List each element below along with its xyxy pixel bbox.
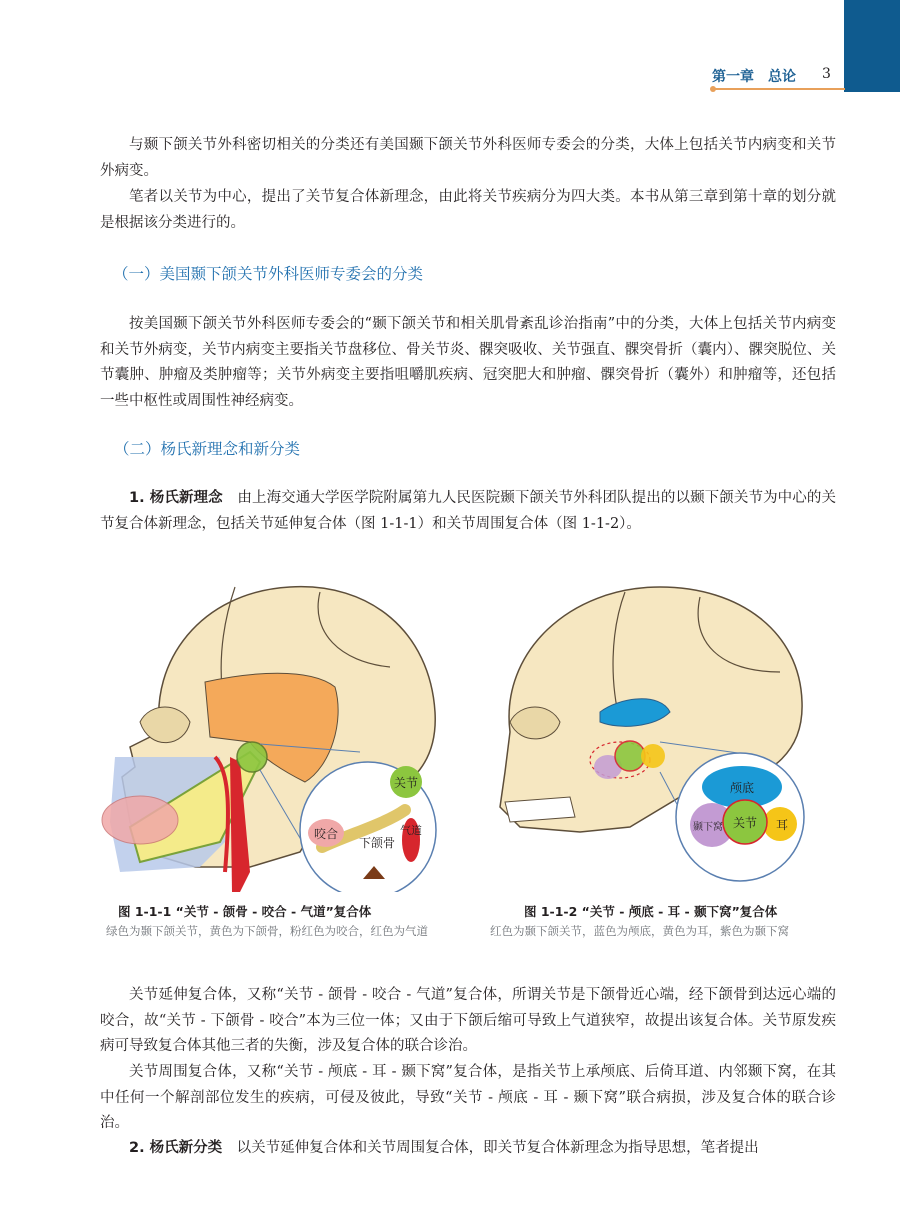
- paragraph-6: 关节周围复合体，又称“关节 - 颅底 - 耳 - 颞下窝”复合体，是指关节上承颅底、后倚耳道、内邻颞下窝，在其中任何一个解剖部位发生的疾病，可侵及彼此，导致“关节 - 颅底 - 耳 - 颞下窝”联合病损，涉及复合体的联合诊治。: [100, 1064, 836, 1131]
- paragraph-7: [100, 1136, 836, 1162]
- skull-base-diagram: [480, 572, 830, 892]
- label-occlusion: 咬合: [313, 827, 339, 841]
- figure-1-1-2: [480, 572, 830, 938]
- paragraph-1: 与颞下颌关节外科密切相关的分类还有美国颞下颌关节外科医师专委会的分类，大体上包括关节内病变和关节外病变。: [100, 137, 836, 179]
- paragraph-3: 按美国颞下颌关节外科医师专委会的“颞下颌关节和相关肌骨紊乱诊治指南”中的分类，大体上包括关节内病变和关节外病变，关节内病变主要指关节盘移位、骨关节炎、髁突吸收、关节强直、髁突骨折（囊内）、髁突脱位、关节囊肿、肿瘤及类肿瘤等；关节外病变主要指咀嚼肌疾病、冠突肥大和肿瘤、髁突骨折（囊外）和肿瘤等，还包括一些中枢性或周围性神经病变。: [100, 316, 836, 409]
- page-number: 3: [822, 66, 831, 82]
- chapter-tab: [844, 0, 900, 92]
- paragraph-4: [100, 486, 836, 537]
- figure-1-title: 图 1-1-1 “关节 - 颌骨 - 咬合 - 气道”复合体: [118, 904, 372, 919]
- label-mandible: 下颌骨: [358, 836, 396, 850]
- paragraph-5: 关节延伸复合体，又称“关节 - 颌骨 - 咬合 - 气道”复合体，所谓关节是下颌骨近心端，经下颌骨到达远心端的咬合，故“关节 - 下颌骨 - 咬合”本为三位一体；又由于下颌后缩可导致上气道狭窄，故提出该复合体。关节原发疾病可导致复合体其他三者的失衡，涉及复合体的联合诊治。: [100, 987, 836, 1054]
- label-infratemporal-fossa: 颞下窝: [693, 822, 723, 833]
- label-ear: 耳: [775, 818, 789, 832]
- figure-2-title: 图 1-1-2 “关节 - 颅底 - 耳 - 颞下窝”复合体: [524, 904, 778, 919]
- skull-airway-diagram: [100, 572, 450, 892]
- chapter-title: 第一章 总论: [712, 69, 796, 85]
- paragraph-7-lead: 2. 杨氏新分类: [129, 1140, 223, 1156]
- section-heading-2: （二）杨氏新理念和新分类: [114, 440, 301, 458]
- paragraph-2: 笔者以关节为中心，提出了关节复合体新理念，由此将关节疾病分为四大类。本书从第三章到第十章的划分就是根据该分类进行的。: [100, 189, 836, 231]
- paragraph-4-body: 由上海交通大学医学院附属第九人民医院颞下颌关节外科团队提出的以颞下颌关节为中心的关节复合体新理念，包括关节延伸复合体（图 1-1-1）和关节周围复合体（图 1-1-2）。: [100, 490, 836, 532]
- paragraph-4-lead: 1. 杨氏新理念: [129, 490, 223, 506]
- figure-1-1-1: [100, 572, 450, 938]
- label-joint: 关节: [393, 776, 419, 790]
- section-heading-1: （一）美国颞下颌关节外科医师专委会的分类: [113, 265, 424, 283]
- header-rule: [715, 88, 845, 90]
- figure-2-legend: 红色为颞下颌关节，蓝色为颅底，黄色为耳，紫色为颞下窝: [490, 924, 789, 938]
- paragraph-7-body: 以关节延伸复合体和关节周围复合体，即关节复合体新理念为指导思想，笔者提出: [236, 1140, 759, 1156]
- figure-1-legend: 绿色为颞下颌关节，黄色为下颌骨，粉红色为咬合，红色为气道: [106, 924, 428, 938]
- label-skull-base: 颅底: [729, 781, 755, 795]
- label-airway: 气道: [400, 824, 422, 837]
- label-joint-2: 关节: [732, 816, 758, 830]
